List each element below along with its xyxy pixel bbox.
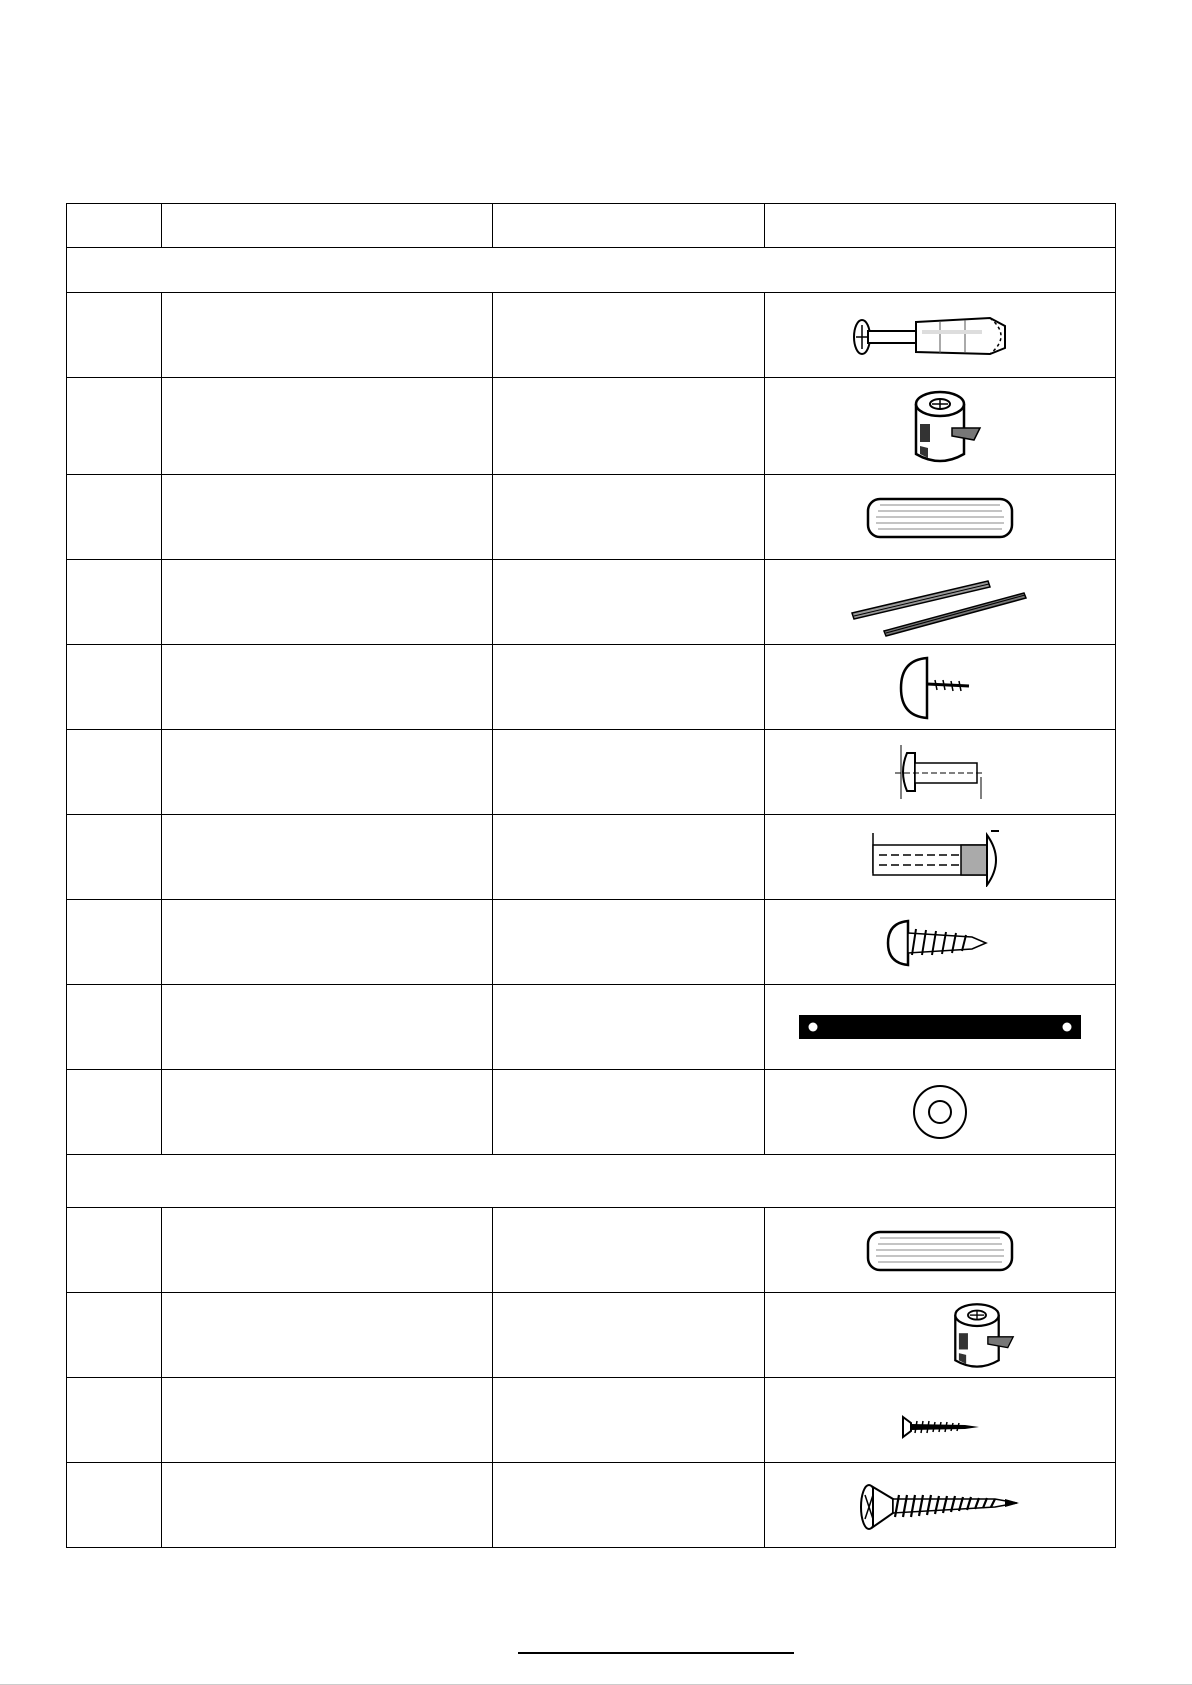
part-name	[162, 1293, 493, 1378]
shelf-pin-icon	[895, 652, 985, 722]
cam-lock-nut-icon	[917, 1297, 1037, 1373]
table-row	[67, 645, 1116, 730]
part-number	[67, 815, 162, 900]
header-cell	[162, 204, 493, 248]
part-image-cell	[765, 900, 1116, 985]
part-name	[162, 293, 493, 378]
part-image-cell	[765, 985, 1116, 1070]
part-image-cell	[765, 1463, 1116, 1548]
part-quantity	[493, 730, 765, 815]
table-row	[67, 1208, 1116, 1293]
part-image-cell	[765, 475, 1116, 560]
table-row	[67, 475, 1116, 560]
section-a-row	[67, 248, 1116, 293]
part-image-cell	[765, 1070, 1116, 1155]
part-image-cell	[765, 293, 1116, 378]
part-number	[67, 378, 162, 475]
connector-bolt-icon	[885, 737, 995, 807]
part-quantity	[493, 1208, 765, 1293]
part-name	[162, 645, 493, 730]
small-wood-screw-icon	[895, 1397, 985, 1457]
table-row	[67, 1463, 1116, 1548]
table-row	[67, 378, 1116, 475]
part-number	[67, 730, 162, 815]
part-image-cell	[765, 1293, 1116, 1378]
pan-head-screw-icon	[880, 907, 1000, 977]
table-row	[67, 730, 1116, 815]
table-header-row	[67, 204, 1116, 248]
section-b-row	[67, 1155, 1116, 1208]
header-cell	[67, 204, 162, 248]
part-name	[162, 985, 493, 1070]
part-number	[67, 1378, 162, 1463]
part-name	[162, 1070, 493, 1155]
part-image-cell	[765, 560, 1116, 645]
hardware-parts-table	[66, 203, 1116, 1548]
header-cell	[493, 204, 765, 248]
wooden-dowel-icon	[860, 1220, 1020, 1280]
part-quantity	[493, 1463, 765, 1548]
part-quantity	[493, 560, 765, 645]
part-quantity	[493, 293, 765, 378]
part-name	[162, 1208, 493, 1293]
section-a-title	[67, 248, 1116, 293]
footer-divider	[518, 1652, 794, 1654]
part-image-cell	[765, 730, 1116, 815]
part-number	[67, 985, 162, 1070]
part-image-cell	[765, 815, 1116, 900]
part-quantity	[493, 378, 765, 475]
part-number	[67, 293, 162, 378]
section-b-title	[67, 1155, 1116, 1208]
part-quantity	[493, 475, 765, 560]
part-quantity	[493, 815, 765, 900]
drawer-slide-rail-icon	[840, 567, 1040, 637]
cam-bolt-icon	[840, 300, 1040, 370]
part-quantity	[493, 1293, 765, 1378]
table-row	[67, 1378, 1116, 1463]
part-image-cell	[765, 1378, 1116, 1463]
part-quantity	[493, 645, 765, 730]
part-name	[162, 1463, 493, 1548]
part-quantity	[493, 1378, 765, 1463]
part-number	[67, 1293, 162, 1378]
part-quantity	[493, 985, 765, 1070]
table-row	[67, 815, 1116, 900]
part-name	[162, 815, 493, 900]
part-number	[67, 1070, 162, 1155]
table-row	[67, 560, 1116, 645]
part-name	[162, 730, 493, 815]
part-name	[162, 1378, 493, 1463]
header-cell	[765, 204, 1116, 248]
metal-strip-icon	[795, 1007, 1085, 1047]
part-name	[162, 378, 493, 475]
cam-lock-nut-icon	[880, 384, 1000, 468]
table-row	[67, 1293, 1116, 1378]
washer-icon	[905, 1077, 975, 1147]
part-image-cell	[765, 645, 1116, 730]
part-number	[67, 1208, 162, 1293]
barrel-nut-icon	[865, 827, 1015, 887]
part-number	[67, 645, 162, 730]
part-name	[162, 475, 493, 560]
part-name	[162, 560, 493, 645]
part-number	[67, 900, 162, 985]
part-image-cell	[765, 1208, 1116, 1293]
countersunk-screw-icon	[855, 1473, 1025, 1537]
part-quantity	[493, 900, 765, 985]
part-number	[67, 1463, 162, 1548]
table-row	[67, 985, 1116, 1070]
table-row	[67, 293, 1116, 378]
table-row	[67, 1070, 1116, 1155]
part-quantity	[493, 1070, 765, 1155]
wooden-dowel-icon	[860, 487, 1020, 547]
table-row	[67, 900, 1116, 985]
part-name	[162, 900, 493, 985]
part-image-cell	[765, 378, 1116, 475]
part-number	[67, 560, 162, 645]
part-number	[67, 475, 162, 560]
